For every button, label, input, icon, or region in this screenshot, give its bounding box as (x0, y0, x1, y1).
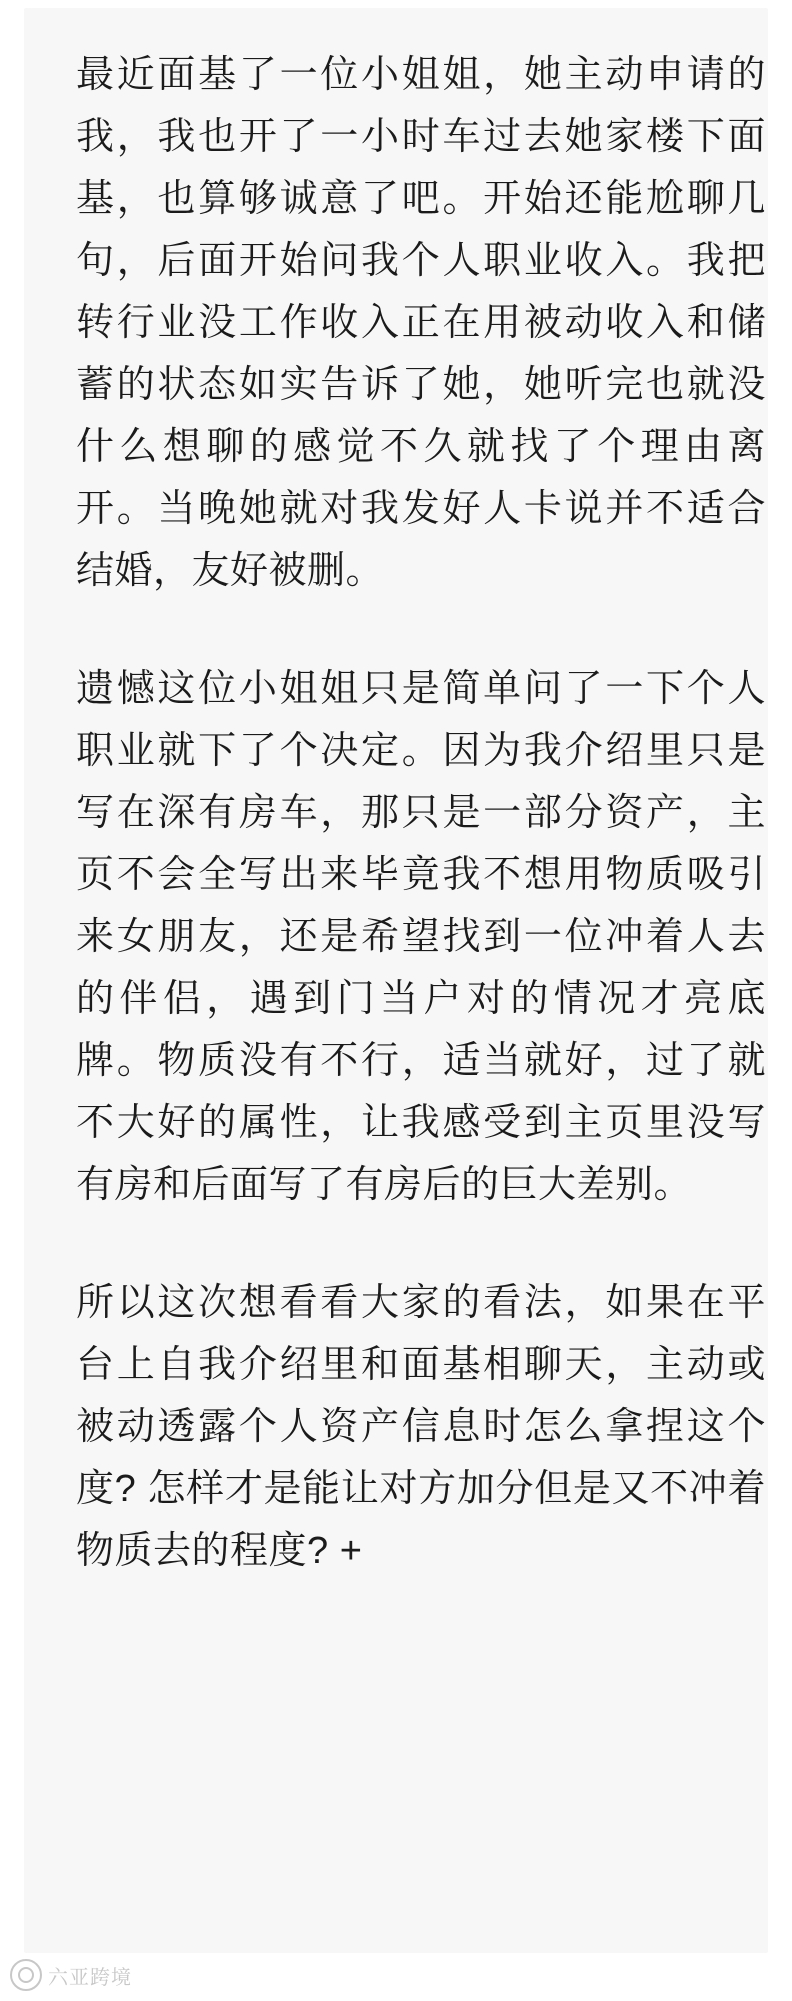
article-body (76, 44, 766, 1582)
right-margin (768, 0, 792, 2001)
watermark (10, 1959, 132, 1991)
paragraph-3: 所以这次想看看大家的看法，如果在平台上自我介绍里和面基相聊天，主动或被动透露个人资产信息时怎么拿捏这个度? 怎样才是能让对方加分但是又不冲着物质去的程度? + (76, 1282, 766, 1572)
watermark-label: 六亚跨境 (48, 1966, 132, 1989)
paragraph-1: 最近面基了一位小姐姐，她主动申请的我，我也开了一小时车过去她家楼下面基，也算够诚意了吧。开始还能尬聊几句，后面开始问我个人职业收入。我把转行业没工作收入正在用被动收入和储蓄的状态如实告诉了她，她听完也就没什么想聊的感觉不久就找了个理由离开。当晚她就对我发好人卡说并不适合结婚，友好被删。 (76, 54, 766, 592)
circle-logo-icon (10, 1959, 42, 1991)
paragraph-2: 遗憾这位小姐姐只是简单问了一下个人职业就下了个决定。因为我介绍里只是写在深有房车，那只是一部分资产，主页不会全写出来毕竟我不想用物质吸引来女朋友，还是希望找到一位冲着人去的伴侣，遇到门当户对的情况才亮底牌。物质没有不行，适当就好，过了就不大好的属性，让我感受到主页里没写有房和后面写了有房后的巨大差别。 (76, 668, 766, 1206)
left-margin (0, 0, 24, 2001)
text-content-card (24, 8, 768, 1953)
